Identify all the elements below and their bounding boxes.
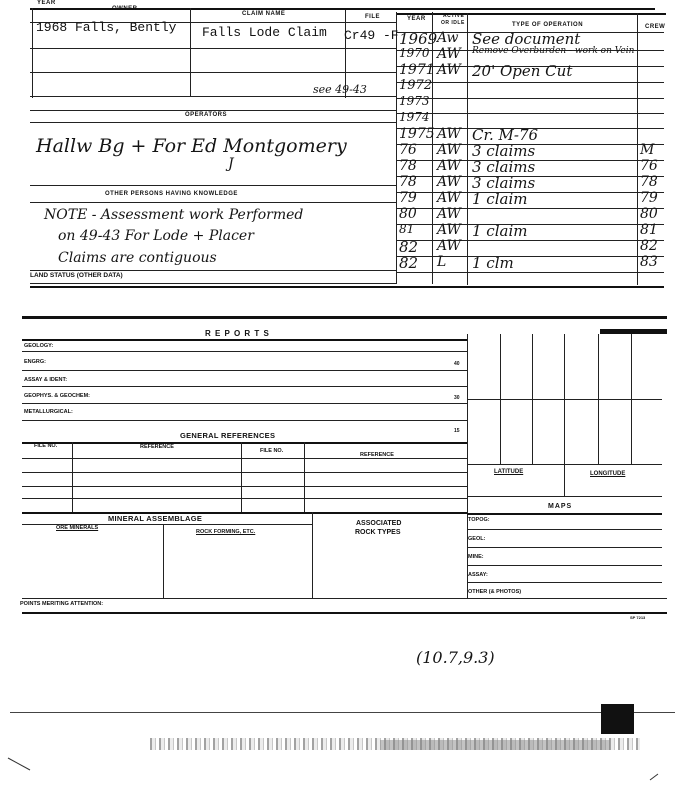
col-line [396, 12, 397, 284]
reports-title-rule [22, 339, 467, 341]
gr-col-reference-2: REFERENCE [360, 452, 394, 458]
card-bottom-rule [30, 286, 664, 288]
history-status: AW [437, 142, 461, 158]
gr-col-line [72, 442, 73, 512]
operators-text-2: J [228, 156, 234, 172]
land-status-label: LAND STATUS (OTHER DATA) [30, 272, 123, 279]
history-rule [396, 82, 664, 83]
history-year: 1972 [399, 78, 433, 93]
history-status: Aw [437, 30, 459, 46]
reports-tab [600, 329, 667, 334]
gr-rule [22, 442, 467, 444]
history-status: AW [437, 62, 461, 78]
history-year: 78 [399, 158, 417, 174]
history-crew: 83 [640, 254, 658, 270]
mineral-assemblage-heading: MINERAL ASSEMBLAGE [108, 514, 203, 523]
history-operation: 1 claim [472, 190, 528, 208]
report-rule [22, 386, 467, 387]
points-rule [22, 598, 667, 599]
header-or-idle: OR IDLE [441, 20, 465, 26]
operators-text: Hallw Bg + For Ed Montgomery [36, 135, 347, 157]
longitude-label: LONGITUDE [590, 471, 626, 477]
history-year: 1973 [399, 94, 430, 108]
report-rule [22, 370, 467, 371]
scan-marks [0, 740, 678, 804]
history-year: 1974 [399, 110, 430, 124]
history-year: 1975 [399, 126, 435, 142]
row-rule [30, 185, 396, 186]
maps-rule [467, 513, 662, 515]
row-rule [30, 110, 396, 111]
scan-edge-rule [10, 712, 675, 713]
gr-rule [22, 498, 467, 499]
history-crew: 79 [640, 190, 658, 206]
history-year: 80 [399, 206, 417, 222]
form-number: SP 7213 [630, 615, 646, 620]
history-status: L [437, 254, 447, 270]
history-operation: 20' Open Cut [472, 62, 573, 80]
history-operation: Remove Overburden - work on Vein [472, 46, 635, 56]
coordinates-note: (10.7,9.3) [416, 648, 495, 667]
maps-row-assay: ASSAY: [468, 572, 488, 578]
history-crew: 80 [640, 206, 658, 222]
row-rule [30, 96, 396, 97]
col-line [467, 13, 468, 285]
gr-rule [22, 486, 467, 487]
history-year: 76 [399, 142, 417, 158]
maps-rule [467, 582, 662, 583]
maps-row-other: OTHER (& PHOTOS) [468, 589, 522, 595]
operators-heading: OPERATORS [185, 112, 227, 118]
other-persons-heading: OTHER PERSONS HAVING KNOWLEDGE [105, 191, 238, 197]
maps-rule [467, 547, 662, 548]
report-rule [22, 420, 467, 421]
col-line [32, 8, 33, 98]
margin-number: 40 [454, 361, 460, 367]
history-year: 79 [399, 190, 417, 206]
history-year: 1969 [399, 30, 438, 48]
history-operation: Cr. M-76 [472, 126, 539, 144]
history-status: AW [437, 174, 461, 190]
grid-rule [467, 399, 662, 400]
history-status: AW [437, 206, 461, 222]
history-rule [396, 113, 664, 114]
history-operation: 1 claim [472, 222, 528, 240]
history-year: 81 [399, 222, 415, 236]
row-rule [30, 122, 396, 123]
note-line-3: Claims are contiguous [58, 250, 217, 266]
maps-row-geol: GEOL: [468, 536, 486, 542]
general-references-heading: GENERAL REFERENCES [180, 431, 276, 440]
history-year: 82 [399, 254, 419, 272]
row-rule [30, 202, 396, 203]
latitude-label: LATITUDE [494, 469, 524, 475]
history-status: AW [437, 238, 461, 254]
report-row-geophys: GEOPHYS. & GEOCHEM: [24, 393, 91, 399]
row-rule [30, 72, 396, 73]
note-line-2: on 49-43 For Lode + Placer [58, 228, 254, 244]
header-crew: CREW [645, 24, 666, 30]
history-operation: 3 claims [472, 142, 536, 160]
col-line [190, 8, 191, 96]
ma-col-line [312, 512, 313, 598]
ore-minerals-label: ORE MINERALS [56, 525, 99, 531]
ma-col-line [163, 524, 164, 598]
file-entry: Cr49 -F [344, 28, 399, 43]
gr-col-reference: REFERENCE [140, 444, 174, 450]
history-rule [396, 272, 664, 273]
history-year: 78 [399, 174, 417, 190]
maps-rule [467, 565, 662, 566]
gr-rule [22, 472, 467, 473]
history-year: 82 [399, 238, 419, 256]
history-crew: 82 [640, 238, 658, 254]
registration-mark [601, 704, 634, 734]
header-year-2: YEAR [407, 16, 426, 22]
margin-number: 30 [454, 395, 460, 401]
gr-col-file-no-2: FILE NO. [260, 448, 284, 454]
history-operation: 3 claims [472, 158, 536, 176]
history-crew: M [640, 142, 655, 158]
gr-rule [22, 458, 467, 459]
reports-top-rule [22, 316, 667, 319]
owner-entry: 1968 Falls, Bently [36, 20, 177, 35]
history-operation: 3 claims [472, 174, 536, 192]
report-row-assay: ASSAY & IDENT: [24, 377, 68, 383]
maps-heading: MAPS [548, 503, 573, 510]
row-rule [30, 283, 396, 284]
reports-title: R E P O R T S [205, 329, 270, 338]
row-rule [30, 270, 396, 271]
col-line [432, 12, 433, 284]
associated-rock-types-2: ROCK TYPES [355, 529, 401, 536]
history-rule [396, 98, 664, 99]
header-claim-name: CLAIM NAME [242, 11, 286, 17]
header-year: YEAR [37, 0, 56, 6]
header-type-of-operation: TYPE OF OPERATION [512, 22, 584, 28]
see-note: see 49-43 [313, 83, 367, 96]
history-operation: 1 clm [472, 254, 514, 272]
history-crew: 78 [640, 174, 658, 190]
gr-col-file-no: FILE NO. [34, 443, 58, 449]
header-file: FILE [365, 14, 380, 20]
reports-bottom-rule [22, 612, 667, 614]
row-rule [30, 48, 396, 49]
gr-col-line [304, 442, 305, 512]
margin-number: 15 [454, 428, 460, 434]
associated-rock-types-1: ASSOCIATED [356, 520, 402, 527]
report-rule [22, 351, 467, 352]
claim-name-entry: Falls Lode Claim [202, 25, 327, 40]
history-year: 1970 [399, 46, 430, 60]
report-rule [22, 403, 467, 404]
history-year: 1971 [399, 62, 435, 78]
maps-rule [467, 529, 662, 530]
maps-row-mine: MINE: [468, 554, 484, 560]
history-operation: See document [472, 30, 581, 48]
points-meriting-label: POINTS MERITING ATTENTION: [20, 601, 104, 607]
history-status: AW [437, 190, 461, 206]
history-status: AW [437, 46, 461, 62]
grid-rule [467, 496, 662, 497]
gr-col-line [241, 442, 242, 512]
header-active: ACTIVE [443, 13, 465, 19]
history-crew: 76 [640, 158, 658, 174]
rock-forming-label: ROCK FORMING, ETC. [196, 529, 256, 535]
history-header-rule [396, 13, 666, 15]
header-owner: OWNER [112, 6, 138, 12]
grid-rule [467, 464, 662, 465]
grid-line [564, 334, 565, 496]
history-status: AW [437, 126, 461, 142]
history-status: AW [437, 158, 461, 174]
report-row-geology: GEOLOGY: [24, 343, 54, 349]
report-row-metallurgical: METALLURGICAL: [24, 409, 73, 415]
note-line-1: NOTE - Assessment work Performed [44, 207, 304, 223]
history-crew: 81 [640, 222, 658, 238]
col-line [637, 13, 638, 285]
gr-rule [22, 512, 467, 514]
maps-row-topog: TOPOG: [468, 517, 490, 523]
history-status: AW [437, 222, 461, 238]
report-row-engrg: ENGRG: [24, 359, 46, 365]
